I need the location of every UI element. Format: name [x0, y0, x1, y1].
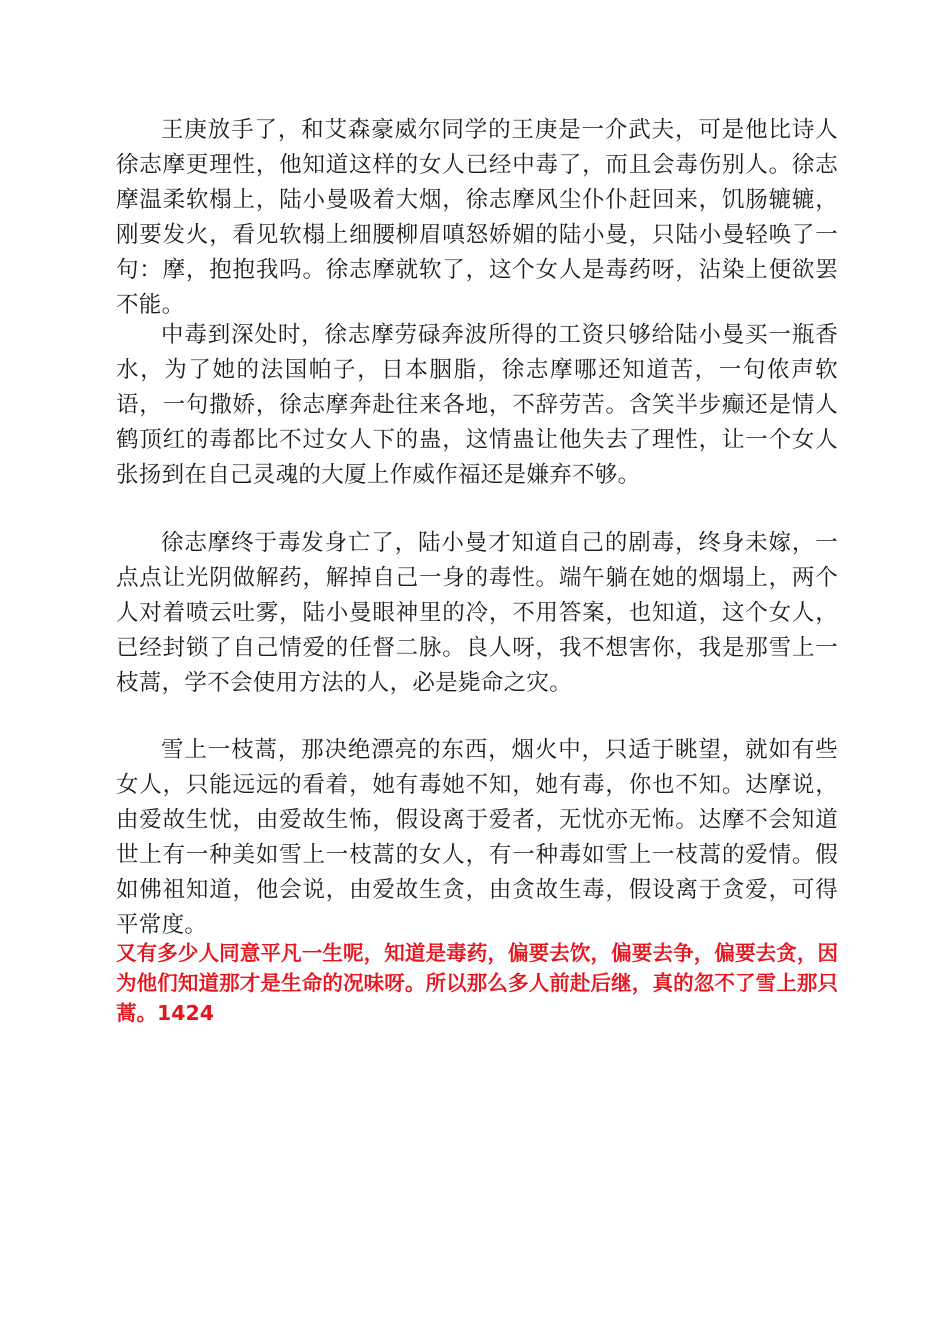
body-paragraph-1: 王庚放手了，和艾森豪威尔同学的王庚是一介武夫，可是他比诗人徐志摩更理性，他知道这样的女人已经中毒了，而且会毒伤别人。徐志摩温柔软榻上，陆小曼吸着大烟，徐志摩风尘仆仆赶回来，饥肠辘辘，刚要发火，看见软榻上细腰柳眉嗔怒娇媚的陆小曼，只陆小曼轻唤了一句：摩，抱抱我吗。徐志摩就软了，这个女人是毒药呀，沾染上便欲罢不能。 — [116, 117, 838, 318]
body-paragraph-4: 雪上一枝蒿，那决绝漂亮的东西，烟火中，只适于眺望，就如有些女人，只能远远的看着，她有毒她不知，她有毒，你也不知。达摩说，由爱故生忧，由爱故生怖，假设离于爱者，无忧亦无怖。达摩不会知道世上有一种美如雪上一枝蒿的女人，有一种毒如雪上一枝蒿的爱情。假如佛祖知道，他会说，由爱故生贪，由贪故生毒，假设离于贪爱，可得平常度。 — [116, 737, 838, 938]
body-paragraph-3: 徐志摩终于毒发身亡了，陆小曼才知道自己的剧毒，终身未嫁，一点点让光阴做解药，解掉自己一身的毒性。端午躺在她的烟塌上，两个人对着喷云吐雾，陆小曼眼神里的冷，不用答案，也知道，这个女人，已经封锁了自己情爱的任督二脉。良人呀，我不想害你，我是那雪上一枝蒿，学不会使用方法的人，必是毙命之灾。 — [116, 530, 838, 696]
red-closing-note: 又有多少人同意平凡一生呢，知道是毒药，偏要去饮，偏要去争，偏要去贪，因为他们知道那才是生命的况味呀。所以那么多人前赴后继，真的忽不了雪上那只蒿。1424 — [116, 941, 838, 1025]
body-paragraph-2: 中毒到深处时，徐志摩劳碌奔波所得的工资只够给陆小曼买一瓶香水，为了她的法国帕子，日本胭脂，徐志摩哪还知道苦，一句侬声软语，一句撒娇，徐志摩奔赴往来各地，不辞劳苦。含笑半步癫还是情人鹤顶红的毒都比不过女人下的蛊，这情蛊让他失去了理性，让一个女人张扬到在自己灵魂的大厦上作威作福还是嫌弃不够。 — [116, 322, 838, 488]
